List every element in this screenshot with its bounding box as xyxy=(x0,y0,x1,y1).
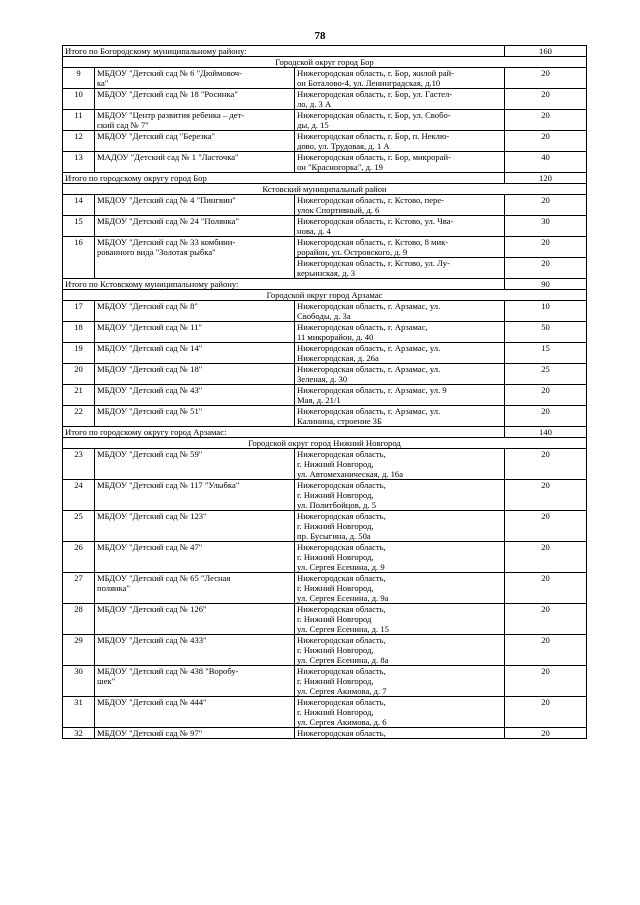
table-row xyxy=(63,364,587,385)
section-header-row xyxy=(63,184,587,195)
place-count: 20 xyxy=(505,385,587,406)
institution-name: МБДОУ "Детский сад № 14" xyxy=(95,343,295,364)
kindergarten-table xyxy=(62,45,587,739)
section-title: Городской округ город Арзамас xyxy=(63,290,587,301)
place-count: 20 xyxy=(505,131,587,152)
institution-name: МБДОУ "Детский сад № 97" xyxy=(95,728,295,739)
table-row xyxy=(63,728,587,739)
subtotal-label: Итого по городскому округу город Бор xyxy=(63,173,505,184)
section-title: Городской округ город Бор xyxy=(63,57,587,68)
section-title: Кстовский муниципальный район xyxy=(63,184,587,195)
table-row xyxy=(63,301,587,322)
table-row xyxy=(63,697,587,728)
table-row xyxy=(63,573,587,604)
subtotal-row xyxy=(63,173,587,184)
place-count: 25 xyxy=(505,364,587,385)
row-number: 21 xyxy=(63,385,95,406)
institution-name: МБДОУ "Детский сад № 4 "Пингвин" xyxy=(95,195,295,216)
row-number: 14 xyxy=(63,195,95,216)
row-number: 13 xyxy=(63,152,95,173)
page-number: 78 xyxy=(314,30,326,42)
institution-name: МБДОУ "Детский сад № 444" xyxy=(95,697,295,728)
table-row xyxy=(63,385,587,406)
institution-name: МБДОУ "Детский сад № 117 "Улыбка" xyxy=(95,480,295,511)
table-row xyxy=(63,480,587,511)
institution-name: МБДОУ "Детский сад № 18" xyxy=(95,364,295,385)
row-number: 16 xyxy=(63,237,95,279)
institution-address: Нижегородская область, г. Нижний Новгород, ул. Сергея Есенина, д. 9 xyxy=(295,542,505,573)
row-number: 15 xyxy=(63,216,95,237)
row-number: 20 xyxy=(63,364,95,385)
institution-name: МБДОУ "Детский сад № 51" xyxy=(95,406,295,427)
place-count: 20 xyxy=(505,635,587,666)
institution-name: МБДОУ "Детский сад № 65 "Лесная полянка" xyxy=(95,573,295,604)
row-number: 19 xyxy=(63,343,95,364)
subtotal-row xyxy=(63,279,587,290)
institution-address: Нижегородская область, г. Бор, жилой рай- он Боталово-4, ул. Ленинградская, д.10 xyxy=(295,68,505,89)
subtotal-count: 90 xyxy=(505,279,587,290)
institution-name: МБДОУ "Детский сад № 8" xyxy=(95,301,295,322)
institution-address: Нижегородская область, г. Арзамас, 11 микрорайон, д. 40 xyxy=(295,322,505,343)
table-row xyxy=(63,237,587,258)
row-number: 27 xyxy=(63,573,95,604)
institution-address: Нижегородская область, г. Арзамас, ул. Калинина, строение 3Б xyxy=(295,406,505,427)
row-number: 17 xyxy=(63,301,95,322)
section-header-row xyxy=(63,57,587,68)
institution-address: Нижегородская область, г. Бор, ул. Свобо- ды, д. 15 xyxy=(295,110,505,131)
place-count: 20 xyxy=(505,511,587,542)
institution-address: Нижегородская область, г. Арзамас, ул. Свободы, д. 3а xyxy=(295,301,505,322)
institution-name: МБДОУ "Центр развития ребенка – дет- ский сад № 7" xyxy=(95,110,295,131)
institution-address: Нижегородская область, г. Кстово, ул. Чва- нова, д. 4 xyxy=(295,216,505,237)
institution-name: МАДОУ "Детский сад № 1 "Ласточка" xyxy=(95,152,295,173)
institution-name: МБДОУ "Детский сад № 24 "Полянка" xyxy=(95,216,295,237)
subtotal-row xyxy=(63,427,587,438)
row-number: 24 xyxy=(63,480,95,511)
place-count: 20 xyxy=(505,542,587,573)
institution-name: МБДОУ "Детский сад № 126" xyxy=(95,604,295,635)
place-count: 20 xyxy=(505,449,587,480)
institution-address: Нижегородская область, г. Кстово, ул. Лу- керьинская, д. 3 xyxy=(295,258,505,279)
subtotal-count: 120 xyxy=(505,173,587,184)
institution-name: МБДОУ "Детский сад № 123" xyxy=(95,511,295,542)
table-row xyxy=(63,604,587,635)
subtotal-label: Итого по городскому округу город Арзамас: xyxy=(63,427,505,438)
row-number: 9 xyxy=(63,68,95,89)
place-count: 20 xyxy=(505,480,587,511)
table-row xyxy=(63,406,587,427)
institution-name: МБДОУ "Детский сад № 438 "Воробу- шек" xyxy=(95,666,295,697)
table-row xyxy=(63,542,587,573)
table-row xyxy=(63,216,587,237)
institution-address: Нижегородская область, г. Нижний Новгород, ул. Политбойцов, д. 5 xyxy=(295,480,505,511)
institution-address: Нижегородская область, г. Арзамас, ул. 9 Мая, д. 21/1 xyxy=(295,385,505,406)
subtotal-count: 140 xyxy=(505,427,587,438)
institution-name: МБДОУ "Детский сад № 33 комбини- рованного вида "Золотая рыбка" xyxy=(95,237,295,279)
institution-address: Нижегородская область, г. Кстово, 8 мик- рорайон, ул. Островского, д. 9 xyxy=(295,237,505,258)
subtotal-label: Итого по Богородскому муниципальному району: xyxy=(63,46,505,57)
table-row xyxy=(63,110,587,131)
row-number: 12 xyxy=(63,131,95,152)
table-row xyxy=(63,89,587,110)
place-count: 20 xyxy=(505,697,587,728)
table-row xyxy=(63,635,587,666)
place-count: 40 xyxy=(505,152,587,173)
row-number: 11 xyxy=(63,110,95,131)
institution-name: МБДОУ "Детский сад № 6 "Дюймовоч- ка" xyxy=(95,68,295,89)
place-count: 20 xyxy=(505,110,587,131)
section-header-row xyxy=(63,290,587,301)
institution-address: Нижегородская область, г. Арзамас, ул. Нижегородская, д. 26а xyxy=(295,343,505,364)
institution-name: МБДОУ "Детский сад № 59" xyxy=(95,449,295,480)
institution-address: Нижегородская область, г. Бор, микрорай- он "Красногорка", д. 19 xyxy=(295,152,505,173)
institution-name: МБДОУ "Детский сад № 43" xyxy=(95,385,295,406)
row-number: 18 xyxy=(63,322,95,343)
table-row xyxy=(63,666,587,697)
place-count: 20 xyxy=(505,406,587,427)
row-number: 23 xyxy=(63,449,95,480)
place-count: 50 xyxy=(505,322,587,343)
place-count: 10 xyxy=(505,301,587,322)
place-count: 20 xyxy=(505,68,587,89)
institution-address: Нижегородская область, г. Кстово, пере- улок Спортивный, д. 6 xyxy=(295,195,505,216)
institution-name: МБДОУ "Детский сад "Березка" xyxy=(95,131,295,152)
table-row xyxy=(63,195,587,216)
row-number: 32 xyxy=(63,728,95,739)
institution-name: МБДОУ "Детский сад № 11" xyxy=(95,322,295,343)
row-number: 30 xyxy=(63,666,95,697)
row-number: 28 xyxy=(63,604,95,635)
place-count: 20 xyxy=(505,89,587,110)
table-row xyxy=(63,449,587,480)
institution-address: Нижегородская область, г. Бор, п. Неклю- дово, ул. Трудовая, д. 1 А xyxy=(295,131,505,152)
institution-address: Нижегородская область, г. Нижний Новгород ул. Сергея Есенина, д. 15 xyxy=(295,604,505,635)
institution-address: Нижегородская область, г. Бор, ул. Гастел- ло, д. 3 А xyxy=(295,89,505,110)
place-count: 20 xyxy=(505,195,587,216)
institution-address: Нижегородская область, г. Нижний Новгород, ул. Сергея Есенина, д. 8а xyxy=(295,635,505,666)
institution-address: Нижегородская область, г. Нижний Новгород, ул. Автомеханическая, д. 16а xyxy=(295,449,505,480)
institution-name: МБДОУ "Детский сад № 18 "Росинка" xyxy=(95,89,295,110)
subtotal-row xyxy=(63,46,587,57)
place-count: 20 xyxy=(505,258,587,279)
section-header-row xyxy=(63,438,587,449)
row-number: 29 xyxy=(63,635,95,666)
row-number: 26 xyxy=(63,542,95,573)
subtotal-label: Итого по Кстовскому муниципальному району: xyxy=(63,279,505,290)
institution-address: Нижегородская область, г. Арзамас, ул. Зеленая, д. 30 xyxy=(295,364,505,385)
row-number: 10 xyxy=(63,89,95,110)
table-row xyxy=(63,343,587,364)
institution-address: Нижегородская область, xyxy=(295,728,505,739)
table-row xyxy=(63,131,587,152)
table-row xyxy=(63,152,587,173)
place-count: 20 xyxy=(505,604,587,635)
row-number: 25 xyxy=(63,511,95,542)
institution-name: МБДОУ "Детский сад № 47" xyxy=(95,542,295,573)
institution-address: Нижегородская область, г. Нижний Новгород, ул. Сергея Акимова, д. 7 xyxy=(295,666,505,697)
institution-address: Нижегородская область, г. Нижний Новгород, ул. Сергея Есенина, д. 9а xyxy=(295,573,505,604)
place-count: 15 xyxy=(505,343,587,364)
place-count: 20 xyxy=(505,728,587,739)
table-row xyxy=(63,68,587,89)
place-count: 20 xyxy=(505,573,587,604)
institution-address: Нижегородская область, г. Нижний Новгород, пр. Бусыгина, д. 50а xyxy=(295,511,505,542)
section-title: Городской округ город Нижний Новгород xyxy=(63,438,587,449)
institution-name: МБДОУ "Детский сад № 433" xyxy=(95,635,295,666)
place-count: 30 xyxy=(505,216,587,237)
place-count: 20 xyxy=(505,666,587,697)
subtotal-count: 160 xyxy=(505,46,587,57)
row-number: 31 xyxy=(63,697,95,728)
table-row xyxy=(63,511,587,542)
place-count: 20 xyxy=(505,237,587,258)
table-row xyxy=(63,322,587,343)
institution-address: Нижегородская область, г. Нижний Новгород, ул. Сергея Акимова, д. 6 xyxy=(295,697,505,728)
row-number: 22 xyxy=(63,406,95,427)
